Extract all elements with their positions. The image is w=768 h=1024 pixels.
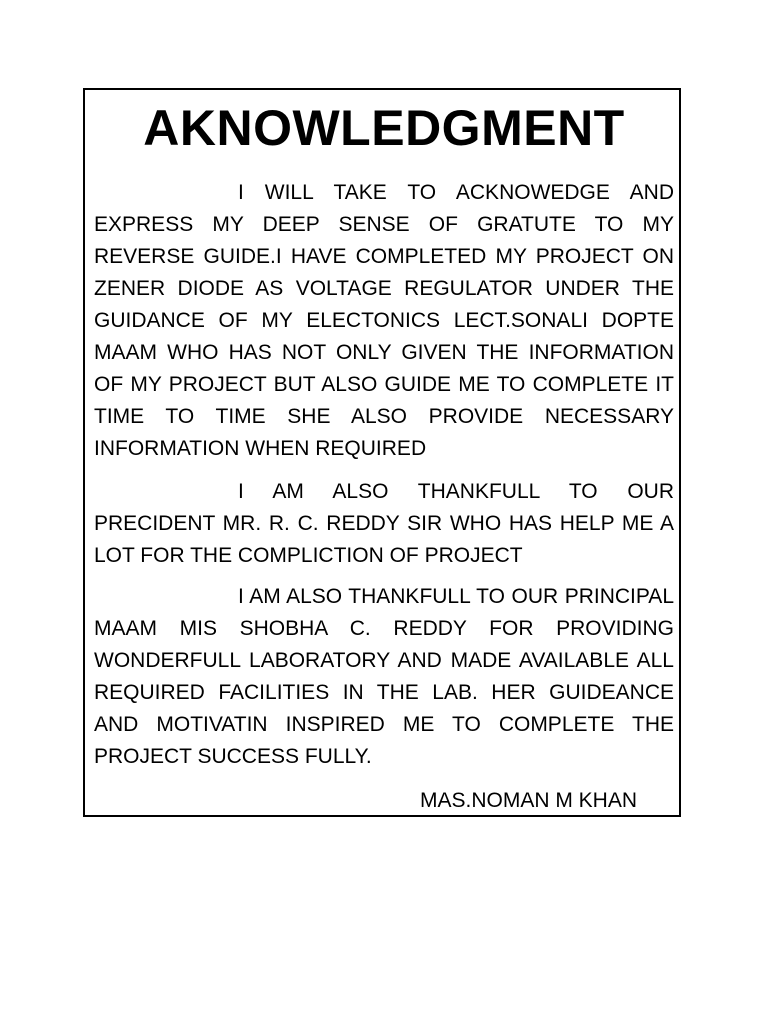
acknowledgment-paragraph-3 — [94, 581, 674, 773]
paragraph-text: I AM ALSO THANKFULL TO OUR PRINCIPAL MAAM MIS SHOBHA C. REDDY FOR PROVIDING WONDERFULL LABORATORY AND MADE AVAILABLE ALL REQUIRED FACILITIES IN THE LAB. HER GUIDEANCE AND MOTIVATIN INSPIRED ME TO COMPLETE THE PROJECT SUCCESS FULLY. — [94, 585, 674, 768]
document-title: AKNOWLEDGMENT — [143, 100, 625, 156]
author-signature: MAS.NOMAN M KHAN — [420, 789, 638, 812]
acknowledgment-paragraph-1 — [94, 177, 674, 465]
acknowledgment-paragraph-2 — [94, 476, 674, 572]
paragraph-text: I AM ALSO THANKFULL TO OUR PRECIDENT MR. R. C. REDDY SIR WHO HAS HELP ME A LOT FOR THE COMPLICTION OF PROJECT — [94, 480, 674, 567]
paragraph-text: I WILL TAKE TO ACKNOWEDGE AND EXPRESS MY DEEP SENSE OF GRATUTE TO MY REVERSE GUIDE.I HAVE COMPLETED MY PROJECT ON ZENER DIODE AS VOLTAGE REGULATOR UNDER THE GUIDANCE OF MY ELECTONICS LECT.SONALI DOPTE MAAM WHO HAS NOT ONLY GIVEN THE INFORMATION OF MY PROJECT BUT ALSO GUIDE ME TO COMPLETE IT TIME TO TIME SHE ALSO PROVIDE NECESSARY INFORMATION WHEN REQUIRED — [94, 181, 674, 460]
